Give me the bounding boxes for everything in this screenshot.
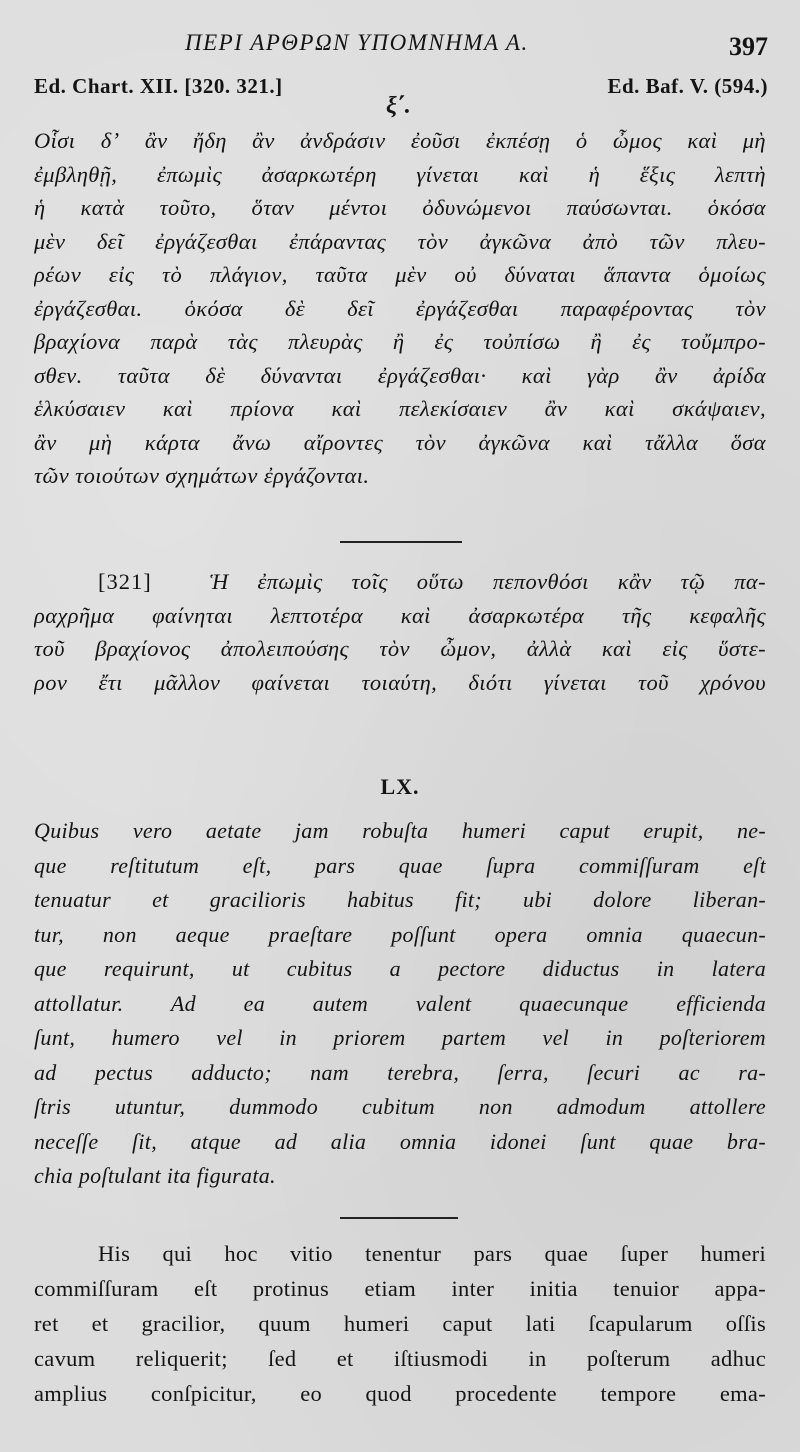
commentary-line: cavum reliquerit; ſed et iſtiusmodi in poſterum adhuc (34, 1346, 766, 1371)
greek-line: ρον ἔτι μᾶλλον φαίνεται τοιαύτη, διότι γίνεται τοῦ χρόνου (34, 669, 766, 695)
edition-reference-right: Ed. Baf. V. (594.) (607, 74, 768, 98)
greek-passage-2 (34, 565, 766, 699)
latin-line: ſtris utuntur, dummodo cubitum non admodum attollere (34, 1094, 766, 1119)
block-marker: [321] (98, 569, 152, 594)
commentary-line: commiſſuram eſt protinus etiam inter initia tenuior appa- (34, 1276, 766, 1301)
latin-line: tur, non aeque praeſtare poſſunt opera omnia quaecun- (34, 921, 766, 947)
greek-line-first (34, 565, 766, 599)
running-title: ΠΕΡΙ ΑΡΘΡΩΝ ΥΠΟΜΝΗΜΑ Α. (185, 30, 529, 55)
greek-line: ἐμβληθῇ, ἐπωμὶς ἀσαρκωτέρη γίνεται καὶ ἡ ἕξις λεπτὴ (34, 161, 766, 187)
latin-line: attollatur. Ad ea autem valent quaecunque efficienda (34, 990, 766, 1016)
latin-line: Quibus vero aetate jam robuſta humeri caput erupit, ne- (34, 818, 766, 843)
latin-line: ad pectus adducto; nam terebra, ſerra, ſecuri ac ra- (34, 1059, 766, 1085)
edition-reference-left: Ed. Chart. XII. [320. 321.] (34, 74, 283, 98)
latin-line: tenuatur et gracilioris habitus fit; ubi dolore liberan- (34, 887, 766, 912)
greek-line: μὲν δεῖ ἐργάζεσθαι ἐπάραντας τὸν ἀγκῶνα ἀπὸ τῶν πλευ- (34, 228, 766, 254)
greek-line-first-text: Ἡ ἐπωμὶς τοῖς οὕτω πεπονθόσι κἂν τῷ πα- (209, 569, 766, 594)
greek-passage-1 (34, 124, 766, 493)
greek-line: ἡ κατὰ τοῦτο, ὅταν μέντοι ὀδυνώμενοι παύσωνται. ὁκόσα (34, 195, 766, 220)
greek-line: ἐργάζεσθαι. ὁκόσα δὲ δεῖ ἐργάζεσθαι παραφέροντας τὸν (34, 295, 766, 321)
section-divider (340, 1217, 458, 1219)
greek-line: Οἷσι δʼ ἂν ἤδη ἂν ἀνδράσιν ἐοῦσι ἐκπέσῃ ὁ ὦμος καὶ μὴ (34, 128, 766, 153)
section-numeral: ξ΄. (386, 93, 411, 119)
greek-line: ἂν μὴ κάρτα ἄνω αἴροντες τὸν ἀγκῶνα καὶ τἄλλα ὅσα (34, 429, 766, 455)
latin-commentary (34, 1236, 766, 1411)
section-divider (340, 541, 462, 543)
latin-line: que reſtitutum eſt, pars quae ſupra commiſſuram eſt (34, 852, 766, 878)
greek-line: ρέων εἰς τὸ πλάγιον, ταῦτα μὲν οὐ δύναται ἅπαντα ὁμοίως (34, 262, 766, 287)
commentary-line: ret et gracilior, quum humeri caput lati ſcapularum oſſis (34, 1311, 766, 1336)
greek-line: ραχρῆμα φαίνηται λεπτοτέρα καὶ ἀσαρκωτέρα τῆς κεφαλῆς (34, 602, 766, 628)
latin-translation (34, 814, 766, 1194)
latin-line: ſunt, humero vel in priorem partem vel in poſteriorem (34, 1025, 766, 1050)
page-number: 397 (729, 32, 768, 61)
latin-line: que requirunt, ut cubitus a pectore diductus in latera (34, 956, 766, 981)
greek-line: τῶν τοιούτων σχημάτων ἐργάζονται. (34, 463, 370, 488)
greek-line: ἑλκύσαιεν καὶ πρίονα καὶ πελεκίσαιεν ἂν καὶ σκάψαιεν, (34, 396, 766, 421)
commentary-line: amplius conſpicitur, eo quod procedente tempore ema- (34, 1381, 766, 1406)
commentary-line: His qui hoc vitio tenentur pars quae ſuper humeri (98, 1241, 766, 1266)
latin-line: chia poſtulant ita figurata. (34, 1163, 276, 1188)
greek-line: τοῦ βραχίονος ἀπολειπούσης τὸν ὦμον, ἀλλὰ καὶ εἰς ὕστε- (34, 636, 766, 661)
latin-section-heading: LX. (380, 774, 420, 799)
latin-line: neceſſe ſit, atque ad alia omnia idonei ſunt quae bra- (34, 1128, 766, 1154)
greek-line: βραχίονα παρὰ τὰς πλευρὰς ἢ ἐς τοὐπίσω ἢ ἐς τοὔμπρο- (34, 329, 766, 354)
greek-line: σθεν. ταῦτα δὲ δύνανται ἐργάζεσθαι· καὶ γὰρ ἂν ἀρίδα (34, 362, 766, 388)
